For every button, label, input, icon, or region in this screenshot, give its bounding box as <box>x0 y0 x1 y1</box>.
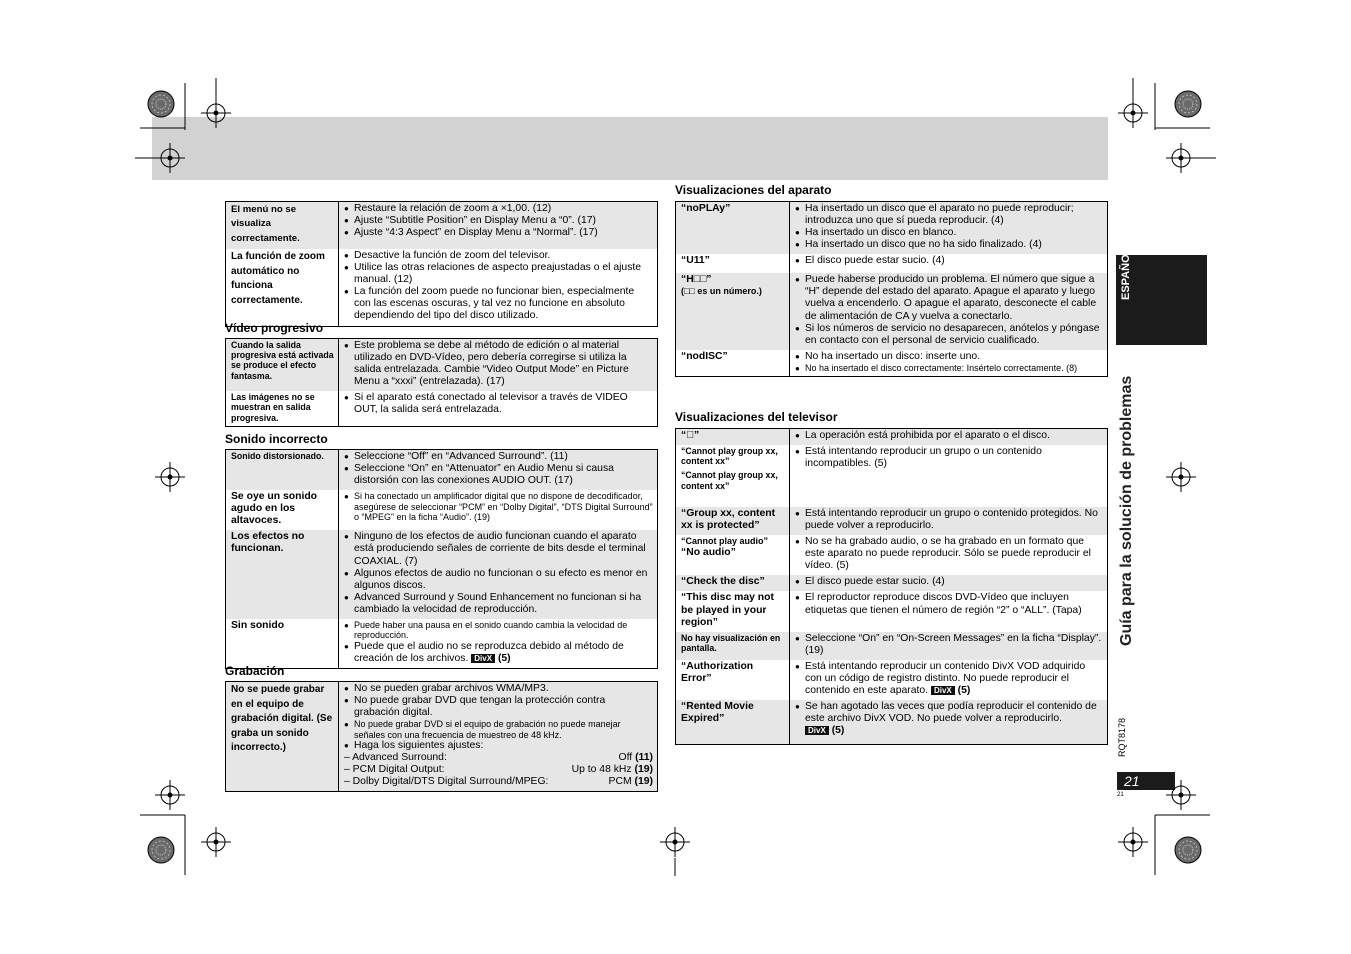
display-label: “Group xx, content xx is protected” <box>676 507 790 535</box>
table-row: “Group xx, content xx is protected” ● Está intentando reproducir un grupo o contenido protegidos. No puede volver a reproducirlo. <box>676 507 1108 535</box>
table-row: Sin sonido ● Puede haber una pausa en el sonido cuando cambia la velocidad de reproducción. ● Puede que el audio no se reproduzca debido al método de creación de los archivos. DivX (5) <box>226 619 658 669</box>
display-label: “noPLAy” <box>676 202 790 255</box>
setting-row: – Dolby Digital/DTS Digital Surround/MPEG: PCM (19) <box>344 776 653 788</box>
divx-logo: DivX <box>931 686 955 695</box>
divx-logo: DivX <box>805 726 829 735</box>
section-title-unit-displays: Visualizaciones del aparato <box>675 183 832 197</box>
header-band <box>152 117 1108 180</box>
display-label: “No audio” <box>681 546 736 558</box>
table-row: “U11” ● El disco puede estar sucio. (4) <box>676 254 1108 273</box>
page-number-small: 21 <box>1117 792 1124 798</box>
display-problems-table <box>225 201 658 327</box>
problem-label: Cuando la salida progresiva está activada se produce el efecto fantasma. <box>226 339 339 392</box>
display-label: “This disc may not be played in your region” <box>681 592 774 628</box>
table-row: “noPLAy” ● Ha insertado un disco que el aparato no puede reproducir; introduzca uno que sí pueda reproducir. (4) ● Ha insertado un disco en blanco. ● Ha insertado un disco que no ha sido finalizado. (4) <box>676 202 1108 255</box>
display-label: “U11” <box>681 255 710 267</box>
table-row: Las imágenes no se muestran en salida progresiva. ● Si el aparato está conectado al televisor a través de VIDEO OUT, la salida será entrelazada. <box>226 391 658 426</box>
table-row: “Cannot play audio” “No audio” ● No se ha grabado audio, o se ha grabado en un formato que este aparato no puede reproducir. Sólo se puede reproducir el vídeo. (5) <box>676 535 1108 575</box>
tv-displays-table <box>675 428 1108 745</box>
display-label-note: (□□ es un número.) <box>681 286 762 297</box>
display-label: “Authorization Error” <box>681 660 754 684</box>
table-row: La función de zoom automático no funciona correctamente. ● Desactive la función de zoom del televisor. ● Utilice las otras relaciones de aspecto preajustadas o el ajuste manual. (12) ● La función del zoom puede no funcionar bien, especialmente con las escenas oscuras, y tal vez no funcione en absoluto dependiendo del tipo del disco utilizado. <box>226 249 658 326</box>
section-title-sound: Sonido incorrecto <box>225 432 328 446</box>
problem-label: La función de zoom automático no funciona correctamente. <box>231 251 325 306</box>
sound-table <box>225 449 658 669</box>
display-label: “Check the disc” <box>676 575 790 591</box>
table-row: “Authorization Error” ● Está intentando reproducir un contenido DivX VOD adquirido con un código de registro distinto. No puede reproducir el contenido en este aparato. DivX (5) <box>676 660 1108 700</box>
display-label: “nodISC” <box>681 350 728 362</box>
setting-row: – PCM Digital Output: Up to 48 kHz (19) <box>344 764 653 776</box>
problem-label: Sonido distorsionado. <box>226 450 339 491</box>
table-row: No se puede grabar en el equipo de grabación digital. (Se graba un sonido incorrecto.) ● No se pueden grabar archivos WMA/MP3. ● No puede grabar DVD que tengan la protección contra grabación digital. ● No puede grabar DVD si el equipo de grabación no puede manejar señales con una frecuencia de muestreo de 48 kHz. ● Haga los siguientes ajustes: – Advanced Surround: Off (11) – PCM Digital Output: Up to 48 kHz (19) – Dolby Digital/DTS Digital Surround/MPEG: PCM (19) <box>226 682 658 792</box>
display-label: “⃠” <box>676 429 790 446</box>
table-row: “Rented Movie Expired” ● Se han agotado las veces que podía reproducir el contenido de este archivo DivX VOD. No puede volver a reproducirlo. DivX (5) <box>676 700 1108 745</box>
problem-label: El menú no se visualiza correctamente. <box>226 202 339 250</box>
table-row: Cuando la salida progresiva está activada se produce el efecto fantasma. ● Este problema se debe al método de edición o al material utilizado en DVD-Vídeo, pero debería corregirse si utiliza la salida entrelazada. Cambie “Video Output Mode” en Picture Menu a “xxxi” (entrelazada). (17) <box>226 339 658 392</box>
section-header: Guía para la solución de problemas <box>1118 375 1135 646</box>
display-label: No hay visualización en pantalla. <box>676 632 790 660</box>
section-title-recording: Grabación <box>225 664 285 678</box>
problem-label: Las imágenes no se muestran en salida progresiva. <box>231 392 315 423</box>
problem-label: Sin sonido <box>231 619 285 631</box>
table-row: “⃠” ● La operación está prohibida por el aparato o el disco. <box>676 429 1108 446</box>
section-title-progressive: Vídeo progresivo <box>225 321 324 335</box>
problem-label: Se oye un sonido agudo en los altavoces. <box>231 491 318 527</box>
table-row: No hay visualización en pantalla. ● Seleccione “On” en “On-Screen Messages” en la ficha “Display”. (19) <box>676 632 1108 660</box>
divx-logo: DivX <box>471 654 495 663</box>
table-row: El menú no se visualiza correctamente. ● Restaure la relación de zoom a ×1,00. (12) ● Ajuste “Subtitle Position” en Display Menu a “0”. (17) ● Ajuste “4:3 Aspect” en Display Menu a “Normal”. (17) <box>226 202 658 250</box>
table-row: “H□□” (□□ es un número.) ● Puede haberse producido un problema. El número que sigue a “H” depende del estado del aparato. Apague el aparato y luego vuelva a encenderlo. O apague el aparato, desconecte el cable de alimentación de CA y vuelva a conectarlo. ● Si los números de servicio no desaparecen, anótelos y póngase en contacto con el personal de servicio cualificado. <box>676 273 1108 349</box>
problem-label: No se puede grabar en el equipo de grabación digital. (Se graba un sonido incorrecto.) <box>226 682 339 792</box>
display-label: “Cannot play audio” <box>681 536 769 547</box>
display-label: “Rented Movie Expired” <box>676 700 790 745</box>
table-row: Sonido distorsionado. ● Seleccione “Off” en “Advanced Surround”. (11) ● Seleccione “On” en “Attenuator” en Audio Menu si causa distorsión con las conexiones AUDIO OUT. (17) <box>226 450 658 491</box>
recording-table <box>225 681 658 792</box>
setting-row: – Advanced Surround: Off (11) <box>344 752 653 764</box>
problem-label: Los efectos no funcionan. <box>226 530 339 618</box>
progressive-table <box>225 338 658 427</box>
page-number: 21 <box>1117 772 1175 790</box>
table-row: “This disc may not be played in your region” ● El reproductor reproduce discos DVD-Vídeo que incluyen etiquetas que tienen el número de región “2” o “ALL”. (Tapa) <box>676 591 1108 631</box>
table-row: Los efectos no funcionan. ● Ninguno de los efectos de audio funcionan cuando el aparato está produciendo señales de corriente de bits desde el terminal COAXIAL. (7) ● Algunos efectos de audio no funcionan o su efecto es menor en algunos discos. ● Advanced Surround y Sound Enhancement no funcionan si ha cambiado la velocidad de reproducción. <box>226 530 658 618</box>
table-row: “Check the disc” ● El disco puede estar sucio. (4) <box>676 575 1108 591</box>
doc-code: RQT8178 <box>1117 717 1127 757</box>
section-title-tv-displays: Visualizaciones del televisor <box>675 410 838 424</box>
language-tab-label: ESPAÑOL <box>1120 247 1132 300</box>
table-row: “nodISC” ● No ha insertado un disco: inserte uno. ● No ha insertado el disco correctamente: Insértelo correctamente. (8) <box>676 350 1108 377</box>
unit-displays-table <box>675 201 1108 377</box>
display-label: “H□□” <box>681 274 712 286</box>
table-row: “Cannot play group xx, content xx” “Cannot play group xx, content xx” ● Está intentando reproducir un grupo o un contenido incompatibles. (5) <box>676 445 1108 507</box>
display-label: “Cannot play group xx, content xx” <box>681 470 778 491</box>
display-label: “Cannot play group xx, content xx” <box>681 446 778 467</box>
table-row: Se oye un sonido agudo en los altavoces. ● Si ha conectado un amplificador digital que no dispone de decodificador, asegúrese de seleccionar “PCM” en “Dolby Digital”, “DTS Digital Surround” o “MPEG” en la ficha “Audio”. (19) <box>226 490 658 530</box>
